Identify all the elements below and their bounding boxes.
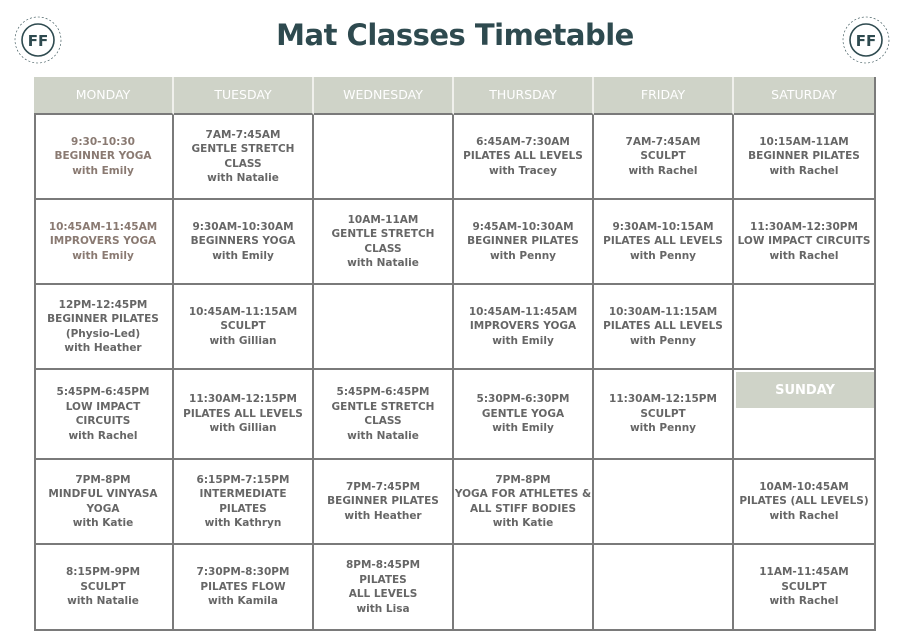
class-time: 5:45PM-6:45PM [336, 386, 430, 398]
class-instructor: with Kamila [208, 595, 278, 608]
class-cell [34, 545, 174, 629]
class-time: 7AM-7:45AM [625, 135, 701, 148]
class-instructor: with Gillian [209, 422, 277, 435]
class-time: 9:30-10:30 [71, 135, 135, 148]
class-name: PILATES ALL LEVELS [183, 407, 303, 420]
class-instructor: with Natalie [347, 429, 419, 442]
day-header-saturday: SATURDAY [734, 77, 874, 115]
class-name: CLASS [224, 157, 262, 170]
class-name: YOGA [86, 502, 120, 515]
class-time: 9:30AM-10:30AM [192, 220, 294, 233]
class-name: SCULPT [640, 150, 686, 163]
class-time: 10AM-10:45AM [759, 480, 849, 493]
svg-text:FF: FF [855, 32, 877, 50]
class-instructor: with Rachel [628, 164, 698, 177]
empty-cell [314, 115, 454, 200]
class-cell [174, 370, 314, 460]
class-instructor: with Natalie [67, 595, 139, 608]
class-instructor: with Emily [212, 249, 274, 262]
class-name: GENTLE YOGA [481, 407, 565, 420]
class-name: SCULPT [640, 407, 686, 420]
class-instructor: with Rachel [68, 429, 138, 442]
class-instructor: with Penny [629, 249, 697, 262]
class-instructor: with Natalie [207, 172, 279, 184]
class-time: 9:30AM-10:15AM [612, 220, 714, 233]
class-name: BEGINNER YOGA [54, 150, 152, 163]
class-time: 8PM-8:45PM [345, 559, 421, 571]
class-name: PILATES ALL LEVELS [463, 150, 583, 163]
class-instructor: with Natalie [347, 257, 419, 269]
class-instructor: with Gillian [209, 334, 277, 347]
class-name: GENTLE STRETCH [331, 400, 435, 413]
class-instructor: with Penny [489, 249, 557, 262]
class-time: 7PM-8PM [495, 473, 551, 486]
class-cell [174, 460, 314, 545]
class-name: CIRCUITS [75, 415, 131, 427]
class-name: BEGINNER PILATES [47, 313, 159, 325]
timetable-grid [34, 77, 876, 631]
class-name: IMPROVERS YOGA [49, 235, 157, 248]
class-name: PILATES ALL LEVELS [603, 235, 723, 248]
class-cell [174, 115, 314, 200]
day-header-monday: MONDAY [34, 77, 174, 115]
class-instructor: with Rachel [769, 164, 839, 177]
class-time: 7PM-8PM [75, 473, 131, 486]
class-cell [34, 460, 174, 545]
class-time: 10:15AM-11AM [759, 135, 849, 148]
class-cell [594, 285, 734, 370]
class-cell [314, 460, 454, 545]
empty-cell [594, 545, 734, 629]
class-time: 11AM-11:45AM [759, 566, 849, 579]
svg-text:FF: FF [27, 32, 49, 50]
class-cell [734, 545, 874, 629]
class-time: 12PM-12:45PM [58, 298, 148, 311]
class-cell [34, 285, 174, 370]
class-name: PILATES (ALL LEVELS) [739, 495, 869, 508]
class-name: CLASS [364, 242, 402, 255]
class-instructor: with Rachel [769, 249, 839, 262]
class-time: 10:45AM-11:15AM [188, 305, 298, 318]
class-instructor: with Emily [492, 334, 554, 347]
class-instructor: with Penny [629, 334, 697, 347]
class-time: 7AM-7:45AM [205, 128, 281, 141]
class-name: ALL STIFF BODIES [469, 502, 577, 515]
class-instructor: with Lisa [356, 602, 410, 615]
class-time: 11:30AM-12:15PM [609, 393, 717, 406]
day-header-tuesday: TUESDAY [174, 77, 314, 115]
page-title: Mat Classes Timetable [276, 18, 634, 52]
class-cell [734, 460, 874, 545]
class-name: GENTLE STRETCH [331, 228, 435, 240]
class-name: LOW IMPACT [65, 400, 141, 413]
class-name: SCULPT [80, 580, 126, 593]
class-instructor: with Katie [72, 517, 134, 529]
class-name: MINDFUL VINYASA [48, 488, 158, 500]
empty-cell [594, 460, 734, 545]
class-cell [454, 370, 594, 460]
class-time: 6:15PM-7:15PM [196, 473, 290, 486]
class-time: 10:45AM-11:45AM [468, 305, 578, 318]
class-instructor: with Emily [72, 249, 134, 262]
class-instructor: with Rachel [769, 509, 839, 522]
class-cell [734, 115, 874, 200]
class-time: 6:45AM-7:30AM [476, 135, 570, 148]
class-cell [314, 200, 454, 285]
class-name: ALL LEVELS [348, 588, 418, 600]
class-name: PILATES ALL LEVELS [603, 320, 723, 333]
class-time: 10AM-11AM [347, 213, 419, 226]
class-name: GENTLE STRETCH [191, 143, 295, 155]
class-time: 5:30PM-6:30PM [476, 393, 570, 406]
class-time: 5:45PM-6:45PM [56, 386, 150, 398]
class-name: BEGINNER PILATES [467, 235, 579, 248]
class-cell [34, 370, 174, 460]
class-instructor: with Rachel [769, 595, 839, 608]
class-name: CLASS [364, 415, 402, 427]
class-name: SCULPT [781, 580, 827, 593]
class-cell [594, 200, 734, 285]
class-cell [34, 200, 174, 285]
class-instructor: with Penny [629, 422, 697, 435]
studio-logo-right [840, 14, 892, 66]
class-name: IMPROVERS YOGA [469, 320, 577, 333]
class-time: 10:45AM-11:45AM [48, 220, 158, 233]
class-name: LOW IMPACT CIRCUITS [737, 235, 871, 248]
day-header-wednesday: WEDNESDAY [314, 77, 454, 115]
empty-cell [454, 545, 594, 629]
class-name: PILATES [359, 573, 407, 586]
day-header-friday: FRIDAY [594, 77, 734, 115]
class-instructor: with Tracey [489, 164, 557, 177]
class-name: YOGA FOR ATHLETES & [454, 488, 592, 500]
class-cell [314, 545, 454, 629]
empty-cell [734, 285, 874, 370]
class-time: 10:30AM-11:15AM [608, 305, 718, 318]
class-cell [174, 545, 314, 629]
day-header-thursday: THURSDAY [454, 77, 594, 115]
class-name: PILATES FLOW [200, 580, 286, 593]
class-cell [594, 115, 734, 200]
class-cell [454, 460, 594, 545]
class-cell [174, 200, 314, 285]
class-cell [594, 370, 734, 460]
studio-logo-left [12, 14, 64, 66]
class-cell [454, 285, 594, 370]
class-name: (Physio-Led) [65, 327, 141, 340]
class-name: BEGINNER PILATES [748, 150, 860, 163]
class-instructor: with Emily [492, 422, 554, 435]
class-time: 7:30PM-8:30PM [196, 566, 290, 579]
day-header-sunday: SUNDAY [736, 372, 874, 408]
class-instructor: with Heather [64, 342, 142, 354]
class-cell [734, 200, 874, 285]
class-name: INTERMEDIATE [199, 488, 287, 500]
empty-cell [314, 285, 454, 370]
class-time: 9:45AM-10:30AM [472, 220, 574, 233]
class-instructor: with Emily [72, 164, 134, 177]
class-instructor: with Katie [492, 517, 554, 529]
class-time: 11:30AM-12:15PM [189, 393, 297, 406]
class-name: BEGINNER PILATES [327, 495, 439, 508]
class-cell [174, 285, 314, 370]
class-cell [34, 115, 174, 200]
class-name: BEGINNERS YOGA [190, 235, 296, 248]
class-instructor: with Heather [344, 509, 422, 522]
class-name: SCULPT [220, 320, 266, 333]
class-cell [454, 115, 594, 200]
class-cell [314, 370, 454, 460]
class-time: 11:30AM-12:30PM [750, 220, 858, 233]
class-instructor: with Kathryn [204, 517, 282, 529]
class-time: 7PM-7:45PM [345, 480, 421, 493]
class-time: 8:15PM-9PM [65, 566, 141, 579]
class-cell [454, 200, 594, 285]
class-name: PILATES [219, 502, 267, 515]
